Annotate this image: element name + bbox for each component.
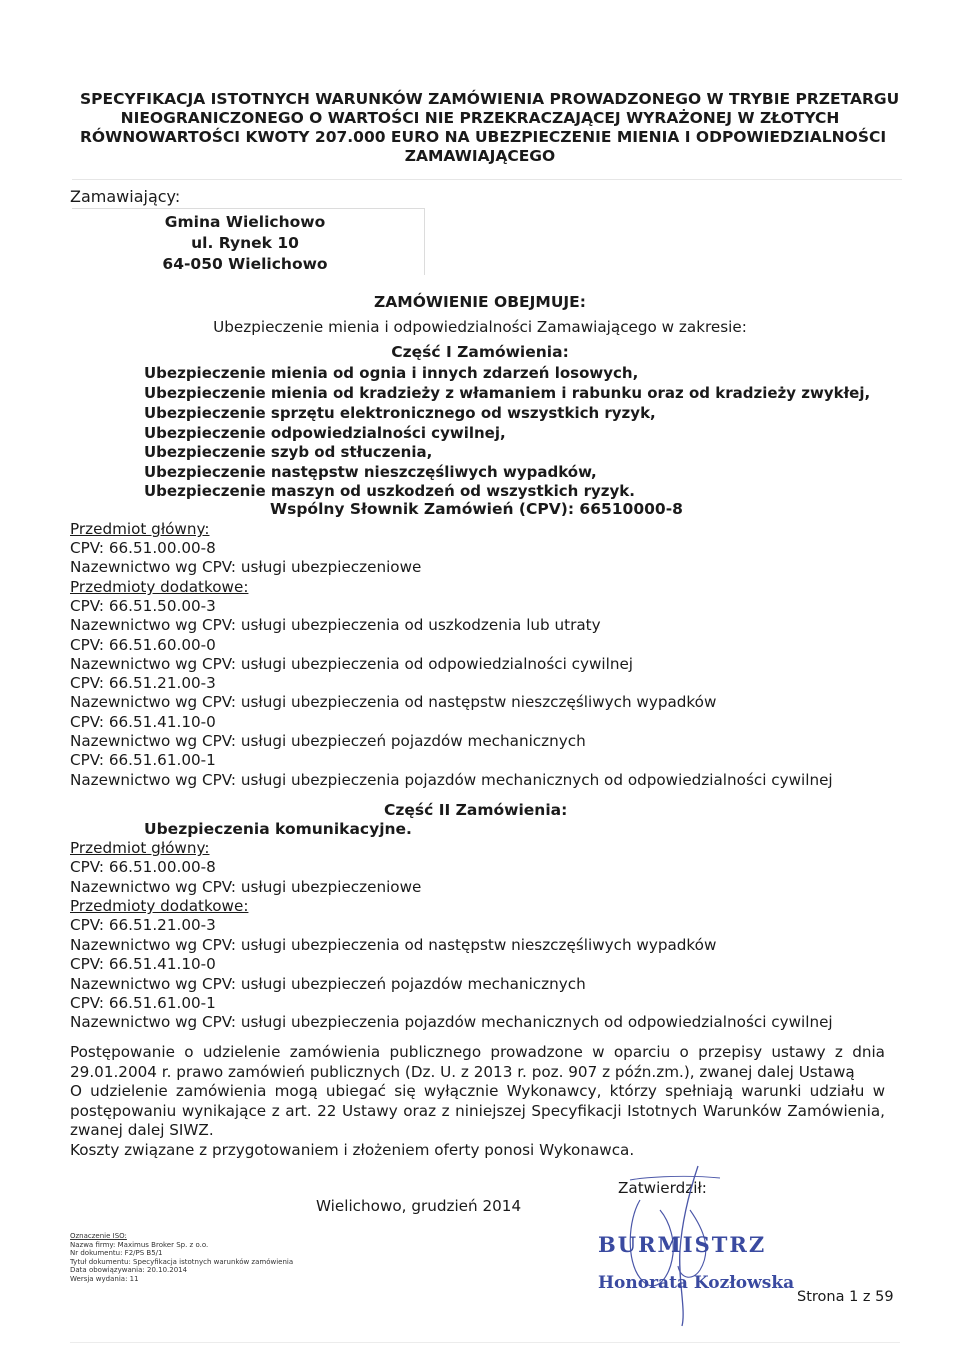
cpv-heading: Wspólny Słownik Zamówień (CPV): 66510000-8 [270,500,683,518]
paragraph: Postępowanie o udzielenie zamówienia publicznego prowadzone w oparciu o przepisy ustawy z dnia 29.01.2004 r. prawo zamówień publicznych (Dz. U. z 2013 r. poz. 907 z późn.zm.), zwanej dalej Ustawą [70,1043,885,1081]
scope-item: Ubezpieczenie mienia od ognia i innych zdarzeń losowych, [144,364,639,382]
paragraph: O udzielenie zamówienia mogą ubiegać się wyłącznie Wykonawcy, którzy spełniają warunki udziału w postępowaniu wynikające z art. 22 Ustawy oraz z niniejszej Specyfikacji Istotnych Warunków Zamówienia, zwanej dalej SIWZ. [70,1082,885,1139]
cpv-line: CPV: 66.51.61.00-1 [70,751,216,769]
cpv-line: Nazewnictwo wg CPV: usługi ubezpieczenia od uszkodzenia lub utraty [70,616,601,634]
ordering-party-label: Zamawiający: [70,187,181,206]
cpv-line: Nazewnictwo wg CPV: usługi ubezpieczenia pojazdów mechanicznych od odpowiedzialności cywilnej [70,771,833,789]
extra-subjects-label: Przedmioty dodatkowe: [70,578,249,596]
address-line: 64-050 Wielichowo [162,255,328,273]
iso-line: Data obowiązywania: 20.10.2014 [70,1266,188,1274]
cpv-line: Nazewnictwo wg CPV: usługi ubezpieczenia od odpowiedzialności cywilnej [70,655,634,673]
title-line: RÓWNOWARTOŚCI KWOTY 207.000 EURO NA UBEZPIECZENIE MIENIA I ODPOWIEDZIALNOŚCI [80,128,887,146]
document-title [80,90,900,166]
iso-block [70,1232,293,1283]
iso-line: Nr dokumentu: F2/PS B5/1 [70,1249,163,1257]
stamp-name: Honorata Kozłowska [598,1273,795,1293]
cpv-line: CPV: 66.51.00.00-8 [70,539,216,557]
cpv-line: CPV: 66.51.00.00-8 [70,858,216,876]
cpv-line: CPV: 66.51.41.10-0 [70,955,216,973]
main-subject-label: Przedmiot główny: [70,520,210,538]
scope-item: Ubezpieczenie następstw nieszczęśliwych wypadków, [144,463,597,481]
cpv-line: CPV: 66.51.60.00-0 [70,636,216,654]
scope-heading: ZAMÓWIENIE OBEJMUJE: [374,293,586,311]
iso-heading: Oznaczenie ISO: [70,1232,127,1240]
cpv-line: CPV: 66.51.21.00-3 [70,674,216,692]
part2-heading: Część II Zamówienia: [384,801,568,819]
cpv-line: Nazewnictwo wg CPV: usługi ubezpieczeń pojazdów mechanicznych [70,732,586,750]
page-number: Strona 1 z 59 [797,1289,894,1305]
part1-heading: Część I Zamówienia: [391,343,569,361]
address-line: ul. Rynek 10 [191,234,299,252]
address-line: Gmina Wielichowo [164,213,326,231]
footer-divider [70,1342,900,1343]
cpv-line: Nazewnictwo wg CPV: usługi ubezpieczeń pojazdów mechanicznych [70,975,586,993]
title-line: SPECYFIKACJA ISTOTNYCH WARUNKÓW ZAMÓWIENIA PROWADZONEGO W TRYBIE PRZETARGU [80,90,900,108]
scope-item: Ubezpieczenie odpowiedzialności cywilnej, [144,424,506,442]
cpv-line: CPV: 66.51.41.10-0 [70,713,216,731]
scope-item: Ubezpieczenie mienia od kradzieży z włamaniem i rabunku oraz od kradzieży zwykłej, [144,384,871,402]
cpv-line: Nazewnictwo wg CPV: usługi ubezpieczenia od następstw nieszczęśliwych wypadków [70,693,717,711]
cpv-line: Nazewnictwo wg CPV: usługi ubezpieczeniowe [70,558,422,576]
cpv-line: CPV: 66.51.61.00-1 [70,994,216,1012]
extra-subjects-label: Przedmioty dodatkowe: [70,897,249,915]
iso-line: Wersja wydania: 11 [70,1274,139,1283]
cpv-line: Nazewnictwo wg CPV: usługi ubezpieczenia pojazdów mechanicznych od odpowiedzialności cywilnej [70,1013,833,1031]
scope-item: Ubezpieczenie maszyn od uszkodzeń od wszystkich ryzyk. [144,482,635,500]
part2-subheading: Ubezpieczenia komunikacyjne. [144,820,412,838]
divider [72,179,902,180]
title-line: ZAMAWIAJĄCEGO [404,147,556,165]
scope-intro: Ubezpieczenie mienia i odpowiedzialności Zamawiającego w zakresie: [213,318,747,336]
cpv-line: CPV: 66.51.50.00-3 [70,597,216,615]
scope-item: Ubezpieczenie sprzętu elektronicznego od wszystkich ryzyk, [144,404,656,422]
iso-line: Nazwa firmy: Maximus Broker Sp. z o.o. [70,1240,209,1249]
cpv-line: CPV: 66.51.21.00-3 [70,916,216,934]
stamp-title: BURMISTRZ [598,1232,767,1257]
iso-line: Tytuł dokumentu: Specyfikacja istotnych warunków zamówienia [70,1257,294,1266]
approved-label: Zatwierdził: [618,1179,707,1197]
main-subject-label: Przedmiot główny: [70,839,210,857]
cpv-line: Nazewnictwo wg CPV: usługi ubezpieczeniowe [70,878,422,896]
cpv-line: Nazewnictwo wg CPV: usługi ubezpieczenia od następstw nieszczęśliwych wypadków [70,936,717,954]
title-line: NIEOGRANICZONEGO O WARTOŚCI NIE PRZEKRACZAJĄCEJ WYRAŻONEJ W ZŁOTYCH [120,109,840,127]
place-date: Wielichowo, grudzień 2014 [316,1197,522,1215]
scope-item: Ubezpieczenie szyb od stłuczenia, [144,443,433,461]
paragraph: Koszty związane z przygotowaniem i złożeniem oferty ponosi Wykonawca. [70,1141,635,1159]
